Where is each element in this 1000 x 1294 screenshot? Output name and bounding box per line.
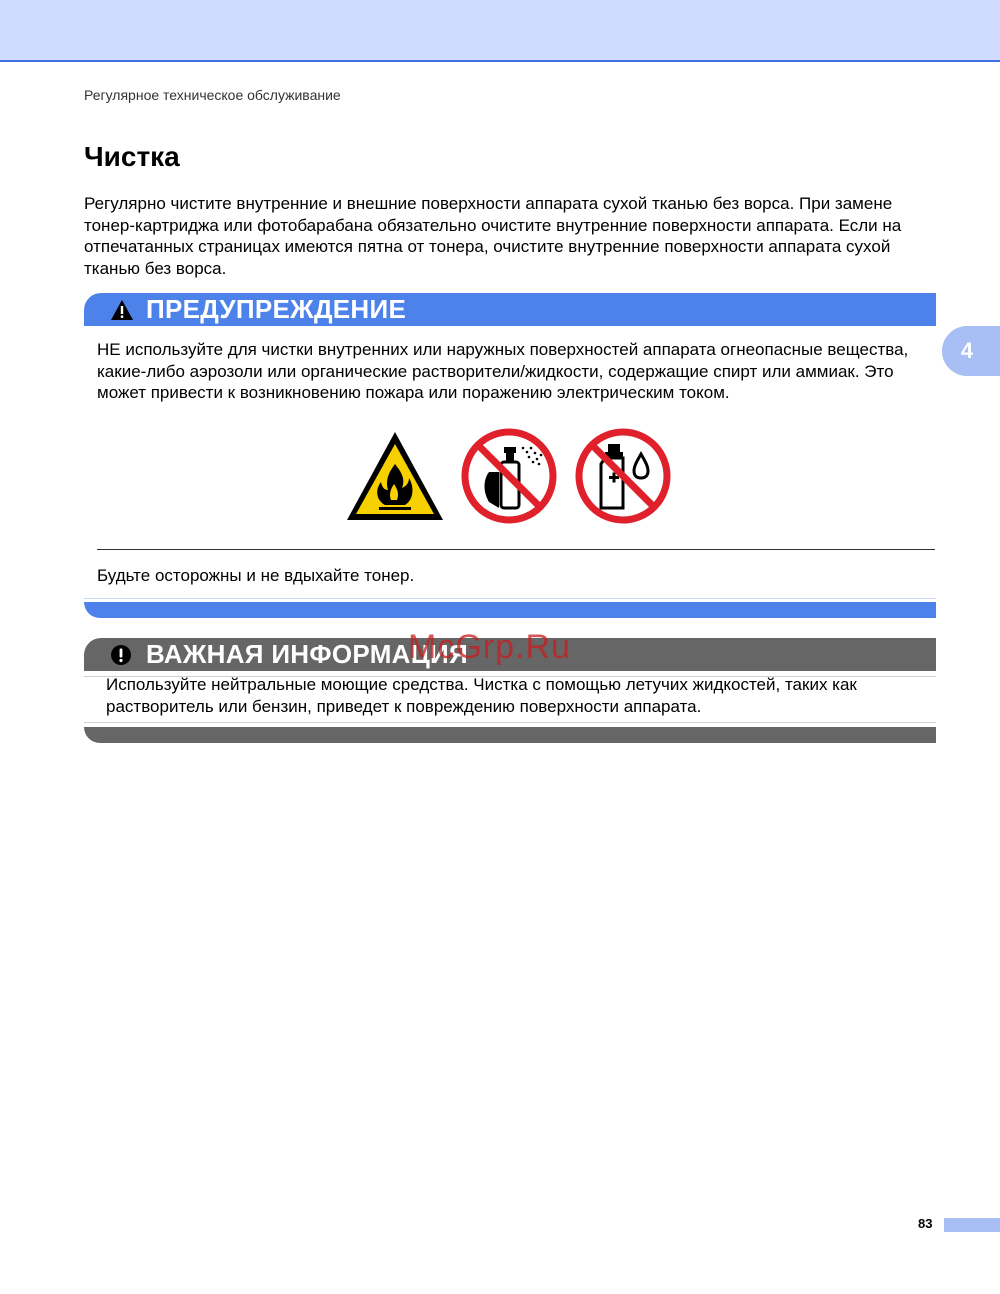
warning-banner — [84, 293, 936, 326]
no-spray-icon — [461, 428, 557, 524]
warning-end-bar — [84, 602, 936, 618]
page-tab — [944, 1218, 1000, 1232]
flammable-warning-icon — [345, 428, 445, 524]
running-header: Регулярное техническое обслуживание — [84, 87, 341, 103]
page-number: 83 — [918, 1216, 933, 1231]
warning-end-line — [84, 598, 936, 599]
intro-paragraph: Регулярно чистите внутренние и внешние поверхности аппарата сухой тканью без ворса. При замене тонер-картриджа или фотобарабана обязательно очистите внутренние поверхности аппарата. Если на отпечатанных страницах имеются пятна от тонера, очистите внутренние поверхности аппарата сухой тканью без ворса. — [84, 194, 902, 278]
warning-triangle-icon — [110, 299, 134, 321]
important-bottom-line — [84, 722, 936, 723]
important-text: Используйте нейтральные моющие средства. Чистка с помощью летучих жидкостей, таких как растворитель или бензин, приведет к повреждению поверхности аппарата. — [106, 675, 857, 716]
no-alcohol-icon — [575, 428, 671, 524]
chapter-tab[interactable] — [942, 326, 1000, 376]
chapter-number: 4 — [960, 338, 974, 363]
watermark: McGrp.Ru — [408, 628, 571, 666]
warning-text: НЕ используйте для чистки внутренних или наружных поверхностей аппарата огнеопасные вещества, какие-либо аэрозоли или органические растворители/жидкости, содержащие спирт или аммиак. Это может привести к возникновению пожара или поражению электрическим током. — [97, 340, 909, 402]
important-end-bar — [84, 727, 936, 743]
toner-note: Будьте осторожны и не вдыхайте тонер. — [97, 566, 415, 585]
divider-rule — [97, 549, 935, 550]
top-band — [0, 0, 1000, 62]
exclamation-circle-icon — [110, 644, 132, 666]
warning-label: ПРЕДУПРЕЖДЕНИЕ — [146, 294, 407, 324]
section-title: Чистка — [84, 141, 180, 172]
important-label: ВАЖНАЯ ИНФОРМАЦИЯ — [146, 639, 469, 669]
warning-icons — [345, 428, 675, 526]
